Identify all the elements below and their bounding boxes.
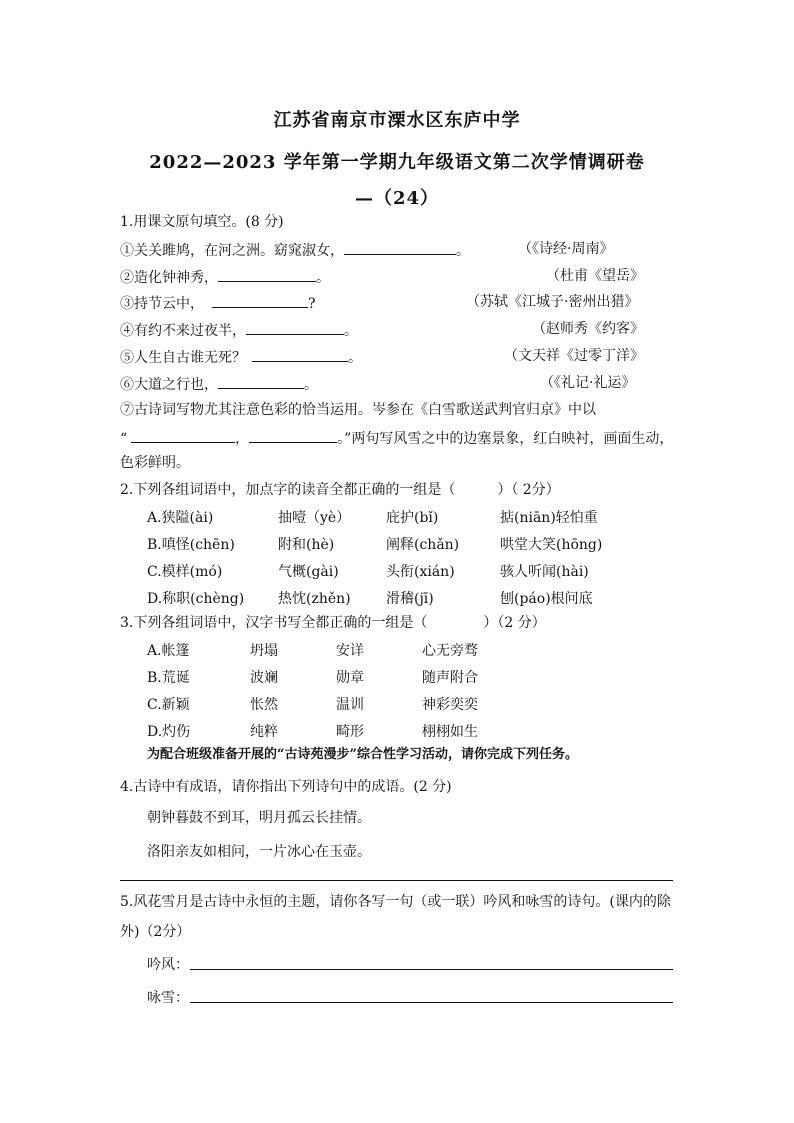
q2-option-a-4: 掂(niān)轻怕重 (500, 510, 598, 526)
q3-option-c-4: 神彩奕奕 (422, 697, 478, 713)
q1-item-4 (120, 319, 358, 341)
answer-line-q4[interactable] (120, 880, 673, 881)
q1-item-5 (120, 346, 362, 368)
answer-blank[interactable] (249, 427, 337, 443)
q3-option-a[interactable]: A.帐篷 (147, 643, 190, 659)
q3-option-a-2: 坍塌 (250, 643, 278, 659)
answer-blank[interactable] (344, 239, 456, 255)
q2-option-b-2: 附和(hè) (278, 537, 335, 553)
q2-option-c-3: 头衔(xián) (386, 564, 455, 580)
q3-option-d-2: 纯粹 (250, 724, 278, 740)
school-title: 江苏省南京市溧水区东庐中学 (273, 110, 521, 131)
q1-item-3 (120, 292, 316, 314)
q4-poem-line-2: 洛阳亲友如相问，一片冰心在玉壶。 (147, 844, 371, 860)
q3-option-c[interactable]: C.新颖 (147, 697, 190, 713)
open-quote: “ (120, 431, 128, 447)
q3-option-b-4: 随声附合 (422, 670, 478, 686)
q5-stem-line1: 5.风花雪月是古诗中永恒的主题，请你各写一句（或一联）吟风和咏雪的诗句。(课内的除 (120, 894, 671, 910)
q1-item-1-end: 。 (456, 243, 470, 259)
q2-option-b-3: 阐释(chǎn) (386, 537, 460, 553)
exam-title: 2022—2023 学年第一学期九年级语文第二次学情调研卷 (149, 152, 645, 173)
q3-option-b-3: 勋章 (336, 670, 364, 686)
q1-item-4-end: 。 (344, 323, 358, 339)
q2-option-b[interactable]: B.嗔怪(chēn) (147, 537, 235, 553)
activity-instruction: 为配合班级准备开展的“古诗苑漫步”综合性学习活动，请你完成下列任务。 (147, 747, 578, 762)
q3-option-a-3: 安详 (336, 643, 364, 659)
q2-option-d-3: 滑稽(jī) (386, 591, 434, 607)
q3-option-a-4: 心无旁骛 (422, 643, 478, 659)
answer-blank[interactable] (218, 373, 304, 389)
answer-blank[interactable] (131, 427, 235, 443)
q1-item-3-text: ③持节云中， (120, 296, 204, 312)
wind-answer-line[interactable] (190, 969, 673, 970)
q2-option-b-4: 哄堂大笑(hōng) (500, 537, 603, 553)
q5-stem-line2: 外)（2分） (120, 924, 191, 940)
q1-item-2-text: ②造化钟神秀， (120, 270, 218, 286)
answer-blank[interactable] (218, 266, 316, 282)
q1-item-1-text: ①关关雎鸠，在河之洲。窈窕淑女， (120, 243, 344, 259)
q1-item-3-end: ? (308, 296, 316, 312)
q2-option-d[interactable]: D.称职(chèng) (147, 591, 245, 607)
q1-item-4-text: ④有约不来过夜半， (120, 323, 246, 339)
q1-item-7-line3: 色彩鲜明。 (120, 455, 190, 471)
q1-item-4-source: （赵师秀《约客》 (532, 321, 644, 337)
q2-option-c[interactable]: C.模样(mó) (147, 564, 223, 580)
q1-item-7-line1: ⑦古诗词写物尤其注意色彩的恰当运用。岑参在《白雪歌送武判官归京》中以 (120, 402, 596, 418)
q1-item-7-line2 (120, 427, 673, 449)
snow-answer-line[interactable] (190, 1002, 673, 1003)
q2-option-a[interactable]: A.狭隘(ài) (147, 510, 214, 526)
q1-item-3-source: （苏轼《江城子·密州出猎》 (466, 294, 639, 310)
answer-blank[interactable] (252, 346, 348, 362)
q1-item-1 (120, 239, 470, 261)
q2-stem: 2.下列各组词语中，加点字的读音全都正确的一组是（ ）（ 2分） (120, 482, 560, 498)
q3-option-b[interactable]: B.荒诞 (147, 670, 190, 686)
q1-item-2-source: （杜甫《望岳》 (546, 268, 644, 284)
wind-label: 吟风： (147, 957, 189, 973)
answer-blank[interactable] (246, 319, 344, 335)
q2-option-a-3: 庇护(bǐ) (386, 510, 439, 526)
comma: ， (235, 431, 250, 447)
q1-item-1-source: （《诗经·周南》 (518, 241, 614, 257)
q1-item-6-source: （《礼记·礼运》 (540, 375, 636, 391)
q1-item-6-text: ⑥大道之行也， (120, 377, 218, 393)
q1-item-2 (120, 266, 330, 288)
q1-stem: 1.用课文原句填空。(8 分) (120, 214, 284, 230)
q3-option-c-2: 怅然 (250, 697, 278, 713)
q1-item-6-end: 。 (304, 377, 318, 393)
q3-option-d-3: 畸形 (336, 724, 364, 740)
q1-item-5-end: 。 (348, 350, 362, 366)
q3-option-b-2: 波斓 (250, 670, 278, 686)
q1-item-5-text: ⑤人生自古谁无死？ (120, 350, 246, 366)
q2-option-d-2: 热忱(zhěn) (278, 591, 351, 607)
q2-option-a-2: 抽噎（yè） (278, 510, 351, 526)
snow-label: 咏雪： (147, 990, 189, 1006)
q2-option-d-4: 刨(páo)根问底 (500, 591, 593, 607)
q1-item-6 (120, 373, 318, 395)
q2-option-c-2: 气概(gài) (278, 564, 339, 580)
q2-option-c-4: 骇人听闻(hài) (500, 564, 589, 580)
q1-item-2-end: 。 (316, 270, 330, 286)
q3-option-d-4: 栩栩如生 (422, 724, 478, 740)
series-number: —（24） (354, 188, 440, 209)
q1-item-5-source: （文天祥《过零丁洋》 (504, 348, 644, 364)
q1-item-7-rest: 。”两句写风雪之中的边塞景象，红白映衬，画面生动， (337, 431, 674, 447)
q4-stem: 4.古诗中有成语，请你指出下列诗句中的成语。(2 分) (120, 779, 452, 795)
q3-stem: 3.下列各组词语中，汉字书写全都正确的一组是（ ）（2 分） (120, 615, 546, 631)
q3-option-c-3: 温训 (336, 697, 364, 713)
q3-option-d[interactable]: D.灼伤 (147, 724, 191, 740)
q4-poem-line-1: 朝钟暮鼓不到耳，明月孤云长挂情。 (147, 810, 371, 826)
answer-blank[interactable] (212, 292, 308, 308)
